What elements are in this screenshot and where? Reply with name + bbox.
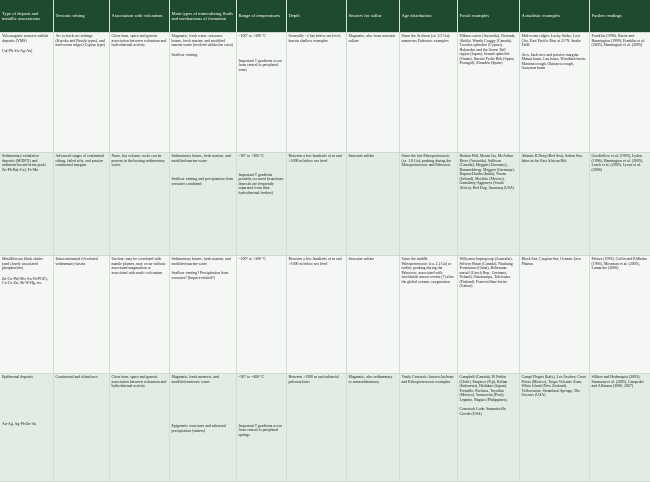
metal-association: Zn-Pb-Ba(-Cu), Fe-Mn (2, 167, 39, 172)
cell-fluids (169, 256, 236, 374)
cell-readings: Franklin (1996), Barrie and Hannington (1999), Franklin et al. (2005), Hannington et al. (2005) (589, 33, 650, 153)
cell-age: Since the middle Paleoproterozoic (ca. 2.2 Ga) or earlier, peaking during the Paleozoic, associated with worldwide anoxic events (?) after the global oceanic oxygenation (399, 256, 457, 374)
cell-age: Since the late Paleoproterozoic (ca. 1.8 Ga); peaking during the Mesoproterozoic and Paleozoic (399, 153, 457, 256)
cell-temperatures: ~100° to >300 °C (236, 256, 286, 374)
fluid-types: Magmatic, fresh meteoric, and modified meteoric water (171, 375, 220, 384)
cell-tectonic-setting: Intracontinental rift-related sedimentary basins (53, 256, 109, 374)
header-depth: Depth (286, 0, 346, 33)
actualistic-ridges: Mid-ocean ridges: Lucky Strike, Lost City, East Pacific Rise at 21°N, Snake Field (521, 34, 581, 48)
cell-actualistic: Black Sea, Caspian Sea, Oceanic Java Plateau (519, 256, 589, 374)
cell-depth: Between a few hundreds of m and >1000 m below sea level (286, 256, 346, 374)
header-sulfur: Sources for sulfur (346, 0, 399, 33)
cell-depth: Generally ~2 km below sea level; known shallow examples (286, 33, 346, 153)
temperature-range: ~100° to >300 °C (238, 34, 267, 38)
table-row (0, 153, 650, 256)
cell-temperatures (236, 153, 286, 256)
cell-actualistic: Campi Flegrei (Italy), Los Azufres, Cerro Prieto (México), Taupo Volcanic Zone, White Island (New Zealand), Yellowstone, Steamboat Springs, The Geysers (USA) (519, 374, 589, 482)
cell-deposit-type (0, 153, 53, 256)
cell-depth: Between a few hundreds of m and >1000 m below sea level (286, 153, 346, 256)
header-temperatures: Range of temperatures (236, 0, 286, 33)
deposit-name: Volcanogenic massive sulfide deposits (VMS) (2, 34, 49, 43)
cell-age: Vastly Cenozoic; known Archean and Paleoproterozoic examples (399, 374, 457, 482)
actualistic-arcs: Arcs, back-arcs and passive margins: Manus basin, Lau basin, Woodlark basin, Mariana trough, Okinawa trough, Guaymas basin (521, 52, 586, 71)
metal-association: Cu(-Pb-Zn-Ag-Au) (2, 49, 33, 54)
cell-fossil: Pilbara craton (Australia), Noranda, Abitibi, Wandy Craggy (Canada), Troodos ophiolite (Cyprus), Hokuroku and the Green Tuff region (Japan), Semail ophiolite (Oman), Iberian Pyrite Belt (Spain, Portugal), Almadén (Spain) (457, 33, 519, 153)
cell-volcanism: Unclear, may be correlated with mantle plumes, may occur without associated magmatism or associated with mafic volcanism (109, 256, 169, 374)
cell-temperatures (236, 374, 286, 482)
cell-volcanism: Close time, space and genetic association between volcanism and hydrothermal activity (109, 374, 169, 482)
formation-mechanism: Seafloor venting (171, 52, 198, 57)
cell-fluids (169, 153, 236, 256)
header-actualistic: Actualistic examples (519, 0, 589, 33)
header-tectonic-setting: Tectonic setting (53, 0, 109, 33)
cell-tectonic-setting: Arc to back-arc settings (Kuroko and Besshi types), and mid-ocean ridges (Cyprus type) (53, 33, 109, 153)
cell-deposit-type (0, 374, 53, 482)
cell-fluids (169, 374, 236, 482)
cell-readings: Pašava (1993), Coffin and Eldholm (1994), Mossman et al. (2005), Lamarche (2006) (589, 256, 650, 374)
cell-deposit-type (0, 256, 53, 374)
header-fossil: Fossil examples (457, 0, 519, 33)
cell-depth: Between >1500 m and subaerial paleosurfaces (286, 374, 346, 482)
formation-mechanism: Seafloor venting and precipitation from seawater combined (171, 177, 234, 186)
cell-deposit-type (0, 33, 53, 153)
temperature-range: ~50° to ~300 °C (238, 154, 265, 158)
cell-actualistic: Atlantis II Deep (Red Sea), Salton Sea, lakes in the East African Rift (519, 153, 589, 256)
fluid-types: Magmatic, fresh water, seawater, brines, fresh marine, and modified marine water (evolved within the crust) (171, 34, 233, 48)
formation-mechanism: Seafloor venting? Precipitation from seawater? (Impact-related?) (171, 271, 229, 280)
temperature-note: Important T gradients possibly occurred (transform deposits are frequently separated from their hydrothermal feeders) (238, 172, 284, 195)
cell-temperatures (236, 33, 286, 153)
cell-sulfur: Magmatic, also from seawater sulfate (346, 33, 399, 153)
table-row (0, 256, 650, 374)
cell-readings: Sillitoe and Hedenquist (2003), Simmons et al. (2005), Camprubí and Albinson (2006, 2007) (589, 374, 650, 482)
fluid-types: Sedimentary brines, fresh marine, and modified marine water (171, 154, 231, 163)
header-fluids: Main types of mineralizing fluids and mechanisms of formation (169, 0, 236, 33)
cell-tectonic-setting: Advanced stages of continental rifting, failed rifts, and passive continental margins (53, 153, 109, 256)
header-readings: Further readings (589, 0, 650, 33)
deposit-name: Epithermal deposits (2, 375, 34, 379)
header-age: Age distribution (399, 0, 457, 33)
cell-actualistic (519, 33, 589, 153)
fluid-types: Sedimentary brines, fresh marine, and modified marine water (171, 257, 231, 266)
cell-volcanism: None, but volcanic rocks can be present in the hosting sedimentary series (109, 153, 169, 256)
cell-tectonic-setting: Continental and island arcs (53, 374, 109, 482)
cell-fossil (457, 374, 519, 482)
fossil-list-usa: Comstock Lode, Summitville, Creede (USA) (459, 407, 507, 416)
fossil-list: Campbell (Canada), El Peñón (Chile), Emperor (Fiji), Kelian (Indonesia), Hishikari (Japan), Fresnillo, Pachuca, Tayoltita (México), Yanacocha (Perú), Lepanto, Baguio (Philippines), (459, 375, 508, 402)
metal-association: Zn-Cu-Pb(-Mo-Au-Ni-PGE), Cu-Co-Zn, Sb-W-Hg, etc. (2, 276, 48, 286)
header-row (0, 0, 650, 33)
cell-fossil: Willyama Supergroup (Australia), Selwyn Basin (Canada), Niutitang Formation (China), Bohemian massif (Czech Rep., Germany, Poland), Outokumpu, Talvivaara (Finland), Francevillian Series (Gabon) (457, 256, 519, 374)
cell-fossil: Broken Hill, Mount Isa, McArthur River (Australia), Sullivan (Canada), Meggen (Germany), Rammelsberg, Meggen (Germany), Rapura-Dariba (India), Navan (Ireland), Mochito (Mexico), Gamsberg-Aggeneys (South Africa), Red Dog, Anarraaq (USA) (457, 153, 519, 256)
formation-mechanism: Epigenetic structures and subaerial precipitation (sinters) (171, 424, 226, 433)
cell-sulfur: Magmatic, also sedimentary or metasedimentary (346, 374, 399, 482)
metal-association: Au-Ag, Ag-Pb-Zn-Au (2, 421, 37, 426)
cell-volcanism: Close time, space and genetic association between volcanism and hydrothermal activity (109, 33, 169, 153)
temperature-note: Important T gradients occur from central to peripheral vents (238, 58, 282, 72)
table-row (0, 33, 650, 153)
cell-fluids (169, 33, 236, 153)
deposit-name: Metalliferous black shales (and closely associated phosphorites) (2, 257, 43, 271)
table-row (0, 374, 650, 482)
header-deposit-type: Type of deposit and metallic associations (0, 0, 53, 33)
temperature-note: Important T gradients occur from central to peripheral springs (238, 423, 282, 437)
deposit-name: Sedimentary-exhalative deposits (SEDEX) and sediment-hosted brine pools (2, 154, 46, 168)
cell-sulfur: Seawater sulfate (346, 256, 399, 374)
cell-sulfur: Seawater sulfate (346, 153, 399, 256)
cell-age: Since the Archean (ca. 3.5 Ga); numerous Paleozoic examples (399, 33, 457, 153)
cell-readings: Goodfellow et al. (1993), Lydon (1996), Hannington et al. (2005), Leach et al. (2005), Lyons et al. (2006) (589, 153, 650, 256)
temperature-range: ~50° to ~400 °C (238, 375, 265, 379)
header-volcanism: Association with volcanism (109, 0, 169, 33)
